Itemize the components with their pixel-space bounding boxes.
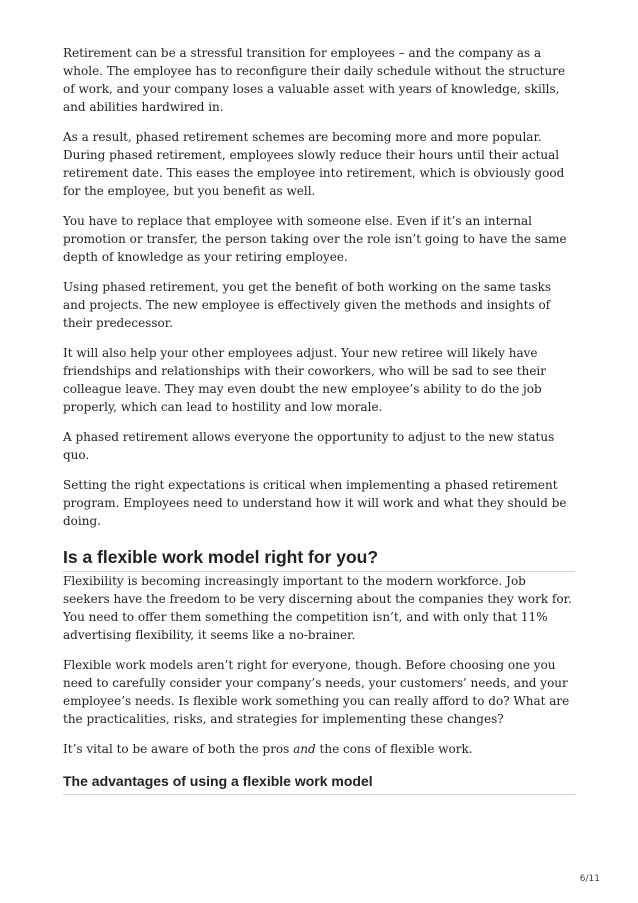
paragraph-not-right-for-everyone: Flexible work models aren’t right for everyone, though. Before choosing one you need to carefully consider your company’s needs, your customers’ needs, and your employee’s needs. Is flexible work something you can really afford to do? What are the practicalities, risks, and strategies for implementing these changes? bbox=[63, 658, 570, 726]
heading-advantages: The advantages of using a flexible work model bbox=[63, 772, 575, 795]
paragraph-benefit-both: Using phased retirement, you get the benefit of both working on the same tasks and projects. The new employee is effectively given the methods and insights of their predecessor. bbox=[63, 280, 552, 330]
page-number: 6/11 bbox=[579, 874, 600, 884]
pros-cons-before: It’s vital to be aware of both the pros bbox=[63, 742, 294, 756]
paragraph-flexibility-important: Flexibility is becoming increasingly important to the modern workforce. Job seekers have the freedom to be very discerning about the companies they work for. You need to offer them something the competition isn’t, and with only that 11% advertising flexibility, it seems like a no-brainer. bbox=[63, 574, 572, 642]
pros-cons-after: the cons of flexible work. bbox=[315, 742, 473, 756]
document-page bbox=[63, 44, 575, 795]
paragraph-retirement-stress: Retirement can be a stressful transition for employees – and the company as a whole. The employee has to reconfigure their daily schedule without the structure of work, and your company loses a valuable asset with years of knowledge, skills, and abilities hardwired in. bbox=[63, 46, 566, 114]
paragraph-pros-and-cons bbox=[63, 740, 575, 758]
paragraph-status-quo: A phased retirement allows everyone the opportunity to adjust to the new status quo. bbox=[63, 430, 555, 462]
pros-cons-emphasis: and bbox=[293, 742, 316, 756]
paragraph-replace-employee: You have to replace that employee with someone else. Even if it’s an internal promotion or transfer, the person taking over the role isn’t going to have the same depth of knowledge as your retiring employee. bbox=[63, 214, 567, 264]
paragraph-other-employees-adjust: It will also help your other employees adjust. Your new retiree will likely have friendships and relationships with their coworkers, who will be sad to see their colleague leave. They may even doubt the new employee’s ability to do the job properly, which can lead to hostility and low morale. bbox=[63, 346, 547, 414]
paragraph-phased-retirement-popular: As a result, phased retirement schemes are becoming more and more popular. During phased retirement, employees slowly reduce their hours until their actual retirement date. This eases the employee into retirement, which is obviously good for the employee, but you benefit as well. bbox=[63, 130, 565, 198]
paragraph-right-expectations: Setting the right expectations is critical when implementing a phased retirement program. Employees need to understand how it will work and what they should be doing. bbox=[63, 478, 567, 528]
heading-flexible-work-model: Is a flexible work model right for you? bbox=[63, 546, 575, 572]
